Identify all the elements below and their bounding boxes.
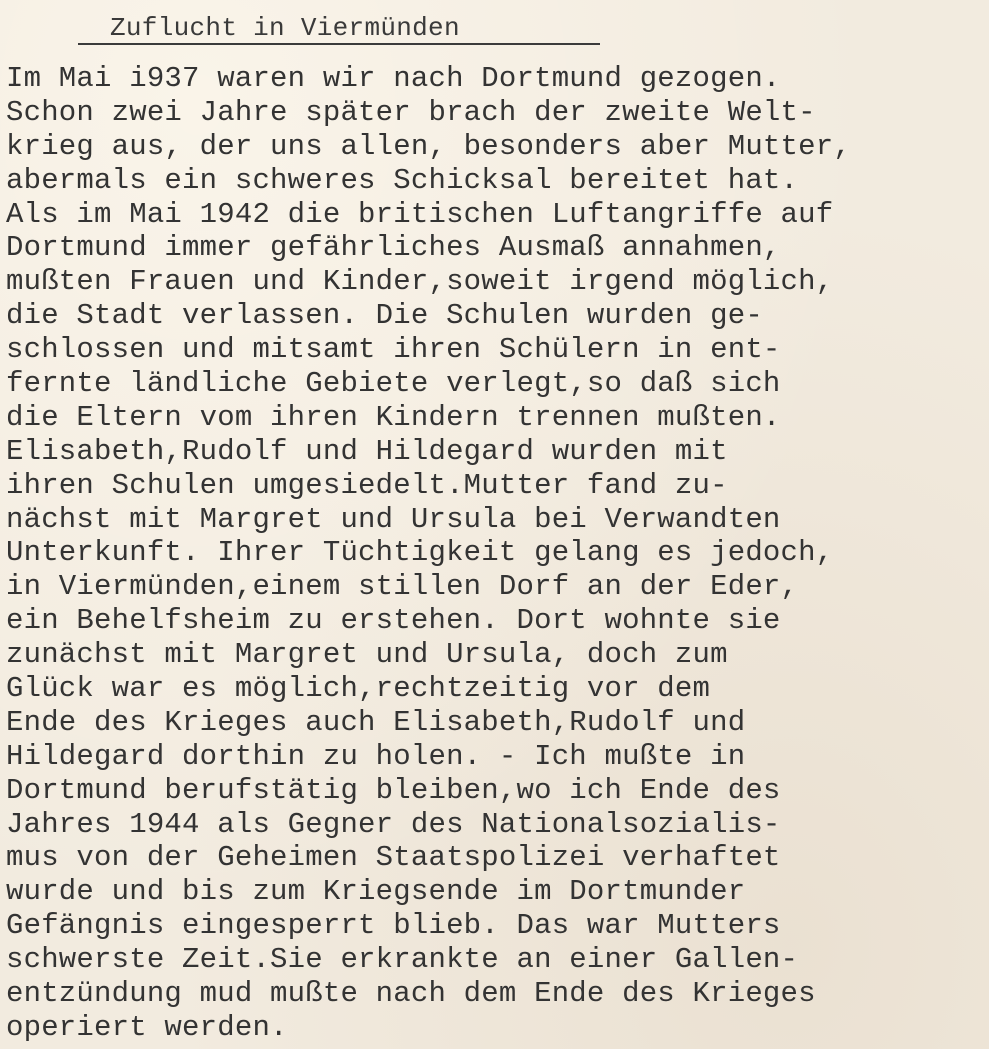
text-line: Dortmund berufstätig bleiben,wo ich Ende des <box>6 773 781 807</box>
text-line: fernte ländliche Gebiete verlegt,so daß sich <box>6 367 781 401</box>
text-line: Jahres 1944 als Gegner des Nationalsozialis- <box>6 807 781 841</box>
text-line: Dortmund immer gefährliches Ausmaß annahmen, <box>6 231 781 265</box>
text-line: Schon zwei Jahre später brach der zweite Welt- <box>6 95 816 129</box>
text-line: Unterkunft. Ihrer Tüchtigkeit gelang es jedoch, <box>6 536 834 570</box>
text-line: ihren Schulen umgesiedelt.Mutter fand zu- <box>6 468 728 502</box>
text-line: schlossen und mitsamt ihren Schülern in ent- <box>6 333 781 367</box>
page-title: Zuflucht in Viermünden <box>110 13 460 43</box>
text-line: die Eltern vom ihren Kindern trennen mußten. <box>6 400 781 434</box>
text-line: Elisabeth,Rudolf und Hildegard wurden mit <box>6 434 728 468</box>
text-line: krieg aus, der uns allen, besonders aber Mutter, <box>6 129 851 163</box>
text-line: Ende des Krieges auch Elisabeth,Rudolf und <box>6 705 746 739</box>
text-line: nächst mit Margret und Ursula bei Verwandten <box>6 502 781 536</box>
text-line: Gefängnis eingesperrt blieb. Das war Mutters <box>6 909 781 943</box>
text-line: entzündung mud mußte nach dem Ende des Krieges <box>6 977 816 1011</box>
text-line: operiert werden. <box>6 1010 288 1044</box>
title-underline <box>78 43 600 45</box>
text-line: zunächst mit Margret und Ursula, doch zum <box>6 638 728 672</box>
text-line: abermals ein schweres Schicksal bereitet hat. <box>6 163 799 197</box>
text-line: ein Behelfsheim zu erstehen. Dort wohnte sie <box>6 604 781 638</box>
text-line: Im Mai i937 waren wir nach Dortmund gezogen. <box>6 62 781 95</box>
text-line: mus von der Geheimen Staatspolizei verhaftet <box>6 841 781 875</box>
text-line: die Stadt verlassen. Die Schulen wurden ge- <box>6 299 763 333</box>
text-line: in Viermünden,einem stillen Dorf an der Eder, <box>6 570 799 604</box>
text-line: wurde und bis zum Kriegsende im Dortmunder <box>6 875 746 909</box>
text-line: Hildegard dorthin zu holen. - Ich mußte in <box>6 739 746 773</box>
body-text <box>6 62 851 1045</box>
text-line: mußten Frauen und Kinder,soweit irgend möglich, <box>6 265 834 299</box>
text-line: Als im Mai 1942 die britischen Luftangriffe auf <box>6 197 834 231</box>
text-line: Glück war es möglich,rechtzeitig vor dem <box>6 672 711 706</box>
text-line: schwerste Zeit.Sie erkrankte an einer Gallen- <box>6 943 799 977</box>
